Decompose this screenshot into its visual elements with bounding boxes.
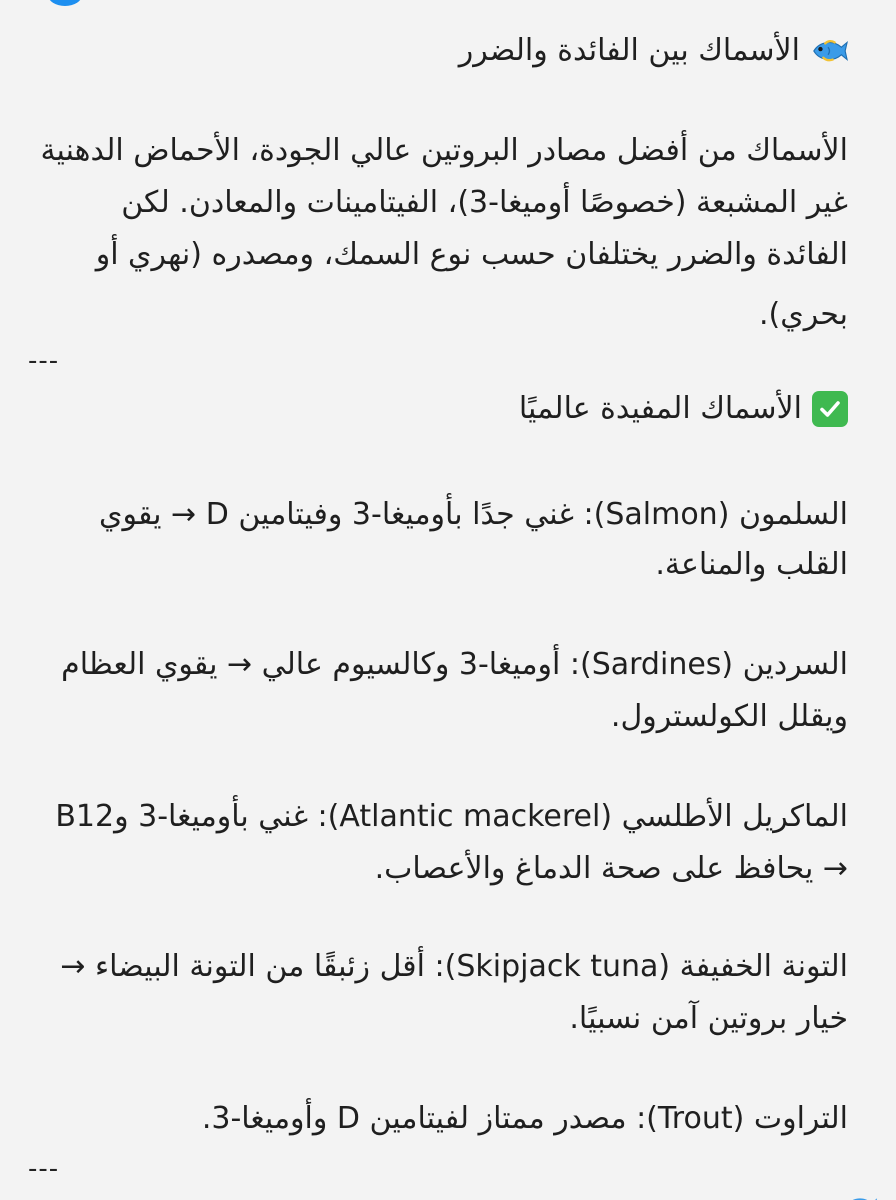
fish-item-line: → يحافظ على صحة الدماغ والأعصاب.	[374, 851, 848, 886]
intro-line: غير المشبعة (خصوصًا أوميغا-3)، الفيتامينات والمعادن. لكن	[121, 185, 848, 220]
check-mark-icon	[812, 391, 848, 427]
heading-fish	[40, 30, 848, 72]
fish-item-line: ويقلل الكولسترول.	[610, 699, 848, 734]
heading2-text: الأسماك المفيدة عالميًا	[518, 391, 802, 426]
fish-item-line: السردين (Sardines): أوميغا-3 وكالسيوم عالي → يقوي العظام	[61, 647, 848, 682]
fish-item-line: خيار بروتين آمن نسبيًا.	[569, 1001, 848, 1036]
fish-icon	[842, 1188, 878, 1200]
fish-item-line: السلمون (Salmon): غني جدًا بأوميغا-3 وفيتامين D → يقوي	[98, 497, 848, 532]
fish-item-line: الماكريل الأطلسي (Atlantic mackerel): غني بأوميغا-3 وB12	[55, 799, 848, 834]
intro-line: بحري).	[759, 297, 848, 332]
separator: ---	[28, 346, 60, 376]
fish-item-line: التراوت (Trout): مصدر ممتاز لفيتامين D وأوميغا-3.	[201, 1101, 848, 1136]
heading1-text: الأسماك بين الفائدة والضرر	[458, 33, 800, 68]
intro-line: الأسماك من أفضل مصادر البروتين عالي الجودة، الأحماض الدهنية	[40, 133, 848, 168]
fish-icon	[810, 32, 848, 70]
separator: ---	[28, 1154, 60, 1184]
avatar-partial	[48, 0, 82, 6]
fish-item-line: التونة الخفيفة (Skipjack tuna): أقل زئبقًا من التونة البيضاء →	[60, 949, 848, 984]
heading-beneficial-fish	[40, 388, 848, 430]
intro-line: الفائدة والضرر يختلفان حسب نوع السمك، ومصدره (نهري أو	[95, 237, 848, 272]
fish-item-line: القلب والمناعة.	[655, 547, 848, 582]
